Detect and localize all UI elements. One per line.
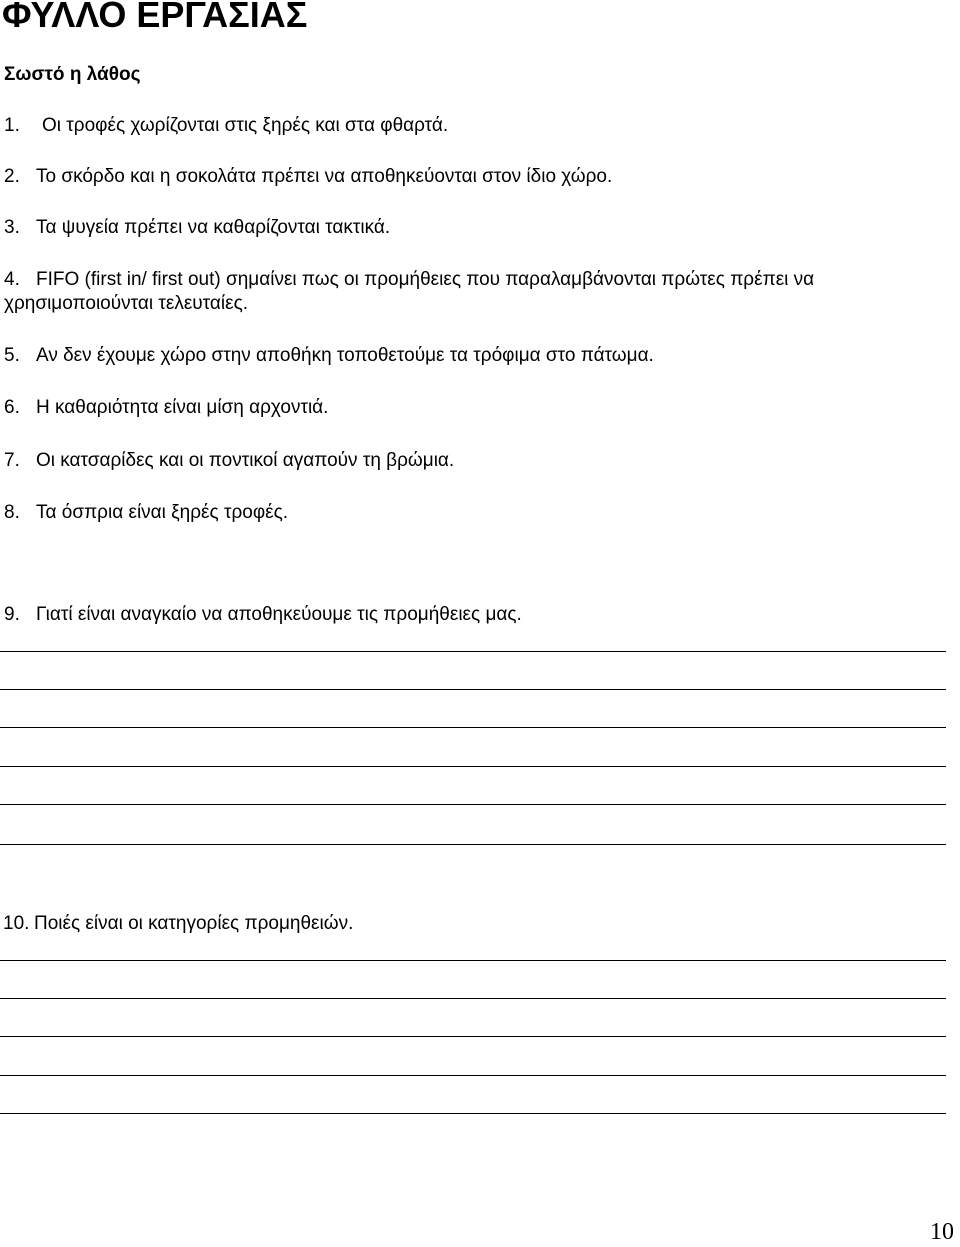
- question-text: Γιατί είναι αναγκαίο να αποθηκεύουμε τις προμήθειες μας.: [36, 604, 522, 625]
- question-text: Τα όσπρια είναι ξηρές τροφές.: [36, 502, 289, 523]
- answer-line[interactable]: [0, 844, 946, 845]
- question-number: 1.: [4, 115, 20, 136]
- question-3: [4, 216, 390, 240]
- answer-line[interactable]: [0, 1075, 946, 1076]
- question-number: 4.: [4, 269, 20, 290]
- answer-line[interactable]: [0, 727, 946, 728]
- question-7: [4, 449, 454, 473]
- question-number: 9.: [4, 604, 20, 625]
- question-text: Η καθαριότητα είναι μίση αρχοντιά.: [36, 397, 329, 418]
- question-number: 2.: [4, 166, 20, 187]
- question-number: 7.: [4, 450, 20, 471]
- question-text: Οι κατσαρίδες και οι ποντικοί αγαπούν τη βρώμια.: [36, 450, 455, 471]
- answer-line[interactable]: [0, 804, 946, 805]
- answer-line[interactable]: [0, 1113, 946, 1114]
- question-1: [4, 114, 448, 138]
- question-number: 8.: [4, 502, 20, 523]
- answer-line[interactable]: [0, 998, 946, 999]
- section-title: Σωστό η λάθος: [4, 64, 141, 85]
- question-number: 10.: [3, 913, 30, 934]
- answer-line[interactable]: [0, 689, 946, 690]
- question-text: Τα ψυγεία πρέπει να καθαρίζονται τακτικά.: [36, 217, 391, 238]
- question-4: [4, 268, 814, 316]
- answer-line[interactable]: [0, 960, 946, 961]
- answer-line[interactable]: [0, 766, 946, 767]
- question-number: 3.: [4, 217, 20, 238]
- question-text: Οι τροφές χωρίζονται στις ξηρές και στα φθαρτά.: [42, 115, 449, 136]
- question-number: 5.: [4, 345, 20, 366]
- question-text: Αν δεν έχουμε χώρο στην αποθήκη τοποθετούμε τα τρόφιμα στο πάτωμα.: [36, 345, 654, 366]
- question-8: [4, 501, 288, 525]
- question-text: Το σκόρδο και η σοκολάτα πρέπει να αποθηκεύονται στον ίδιο χώρο.: [36, 166, 613, 187]
- answer-line[interactable]: [0, 1036, 946, 1037]
- question-number: 6.: [4, 397, 20, 418]
- answer-line[interactable]: [0, 651, 946, 652]
- question-9: [4, 603, 522, 627]
- question-text-continued: χρησιμοποιούνται τελευταίες.: [4, 293, 249, 314]
- question-2: [4, 165, 612, 189]
- question-6: [4, 396, 328, 420]
- question-10: [3, 912, 353, 936]
- question-text: FIFO (first in/ first out) σημαίνει πως οι προμήθειες που παραλαμβάνονται πρώτες πρέπει να: [36, 269, 815, 290]
- page-number: 10: [930, 1219, 954, 1245]
- question-text: Ποιές είναι οι κατηγορίες προμηθειών.: [34, 913, 354, 934]
- question-5: [4, 344, 654, 368]
- page-title: ΦΥΛΛΟ ΕΡΓΑΣΙΑΣ: [2, 0, 308, 35]
